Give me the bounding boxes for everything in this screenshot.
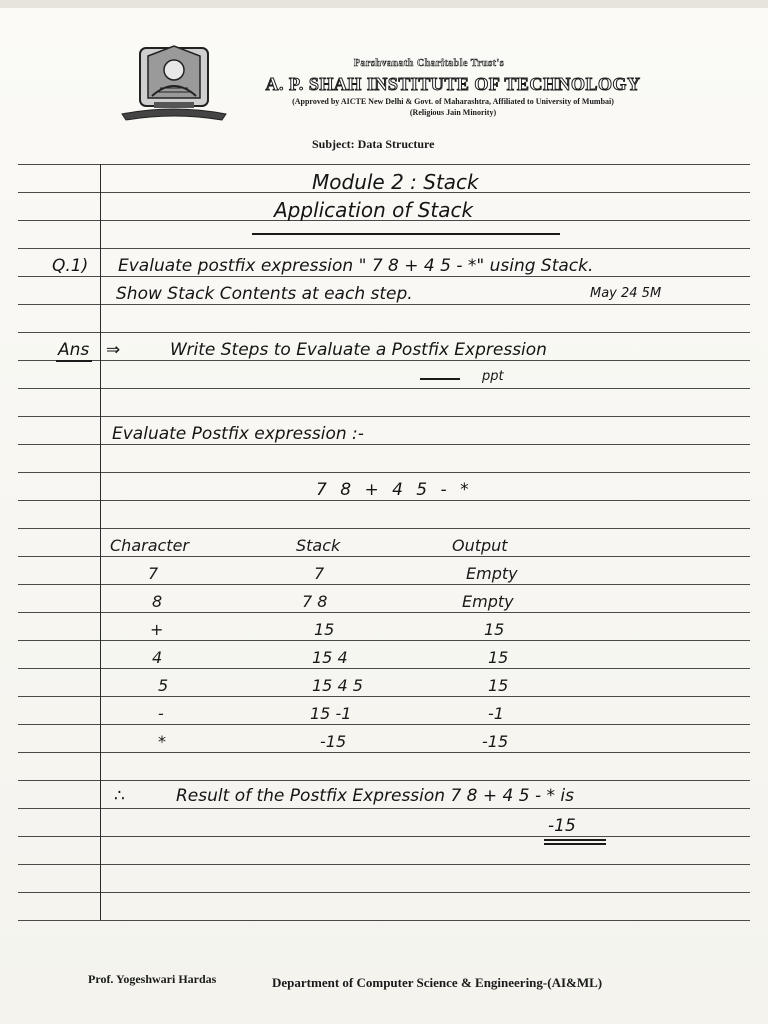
table-cell-character: * [158, 732, 166, 751]
ruled-line [18, 360, 750, 361]
table-cell-stack: 15 [314, 620, 335, 639]
ruled-line [18, 920, 750, 921]
question-text-line2: Show Stack Contents at each step. [116, 284, 413, 304]
institute-name: A. P. SHAH INSTITUTE OF TECHNOLOGY [265, 74, 641, 94]
ruled-line [18, 164, 750, 165]
ruled-line [18, 892, 750, 893]
footer-department: Department of Computer Science & Engineering-(AI&ML) [272, 975, 603, 990]
table-header-stack: Stack [296, 536, 341, 555]
answer-label-underline [56, 360, 92, 362]
answer-text: Write Steps to Evaluate a Postfix Expression [170, 340, 547, 360]
ruled-line [18, 500, 750, 501]
ruled-line [18, 780, 750, 781]
table-header-output: Output [452, 536, 508, 555]
table-cell-character: 8 [152, 592, 163, 611]
footer-professor: Prof. Yogeshwari Hardas [88, 972, 217, 986]
therefore-symbol: ∴ [114, 786, 125, 806]
ruled-line [18, 808, 750, 809]
table-cell-stack: 7 [314, 564, 325, 583]
question-reference: May 24 5M [590, 286, 662, 301]
institute-emblem-icon [118, 42, 230, 130]
ruled-line [18, 724, 750, 725]
ruled-line [18, 668, 750, 669]
table-cell-character: - [158, 704, 164, 723]
approval-note: (Approved by AICTE New Delhi & Govt. of Maharashtra, Affiliated to University of Mumbai) [292, 97, 614, 106]
ruled-line [18, 276, 750, 277]
ruled-line [18, 248, 750, 249]
table-cell-character: 7 [148, 564, 159, 583]
table-cell-output: 15 [488, 648, 509, 667]
minority-note: (Religious Jain Minority) [409, 108, 497, 117]
ruled-line [18, 556, 750, 557]
table-cell-output: -1 [488, 704, 504, 723]
table-cell-output: -15 [482, 732, 509, 751]
table-cell-output: Empty [466, 564, 518, 583]
ruled-line [18, 836, 750, 837]
table-header-character: Character [110, 536, 189, 555]
ruled-line [18, 612, 750, 613]
ruled-line [18, 640, 750, 641]
result-statement: Result of the Postfix Expression 7 8 + 4 5 - * is [176, 786, 575, 806]
ppt-dash [420, 378, 460, 380]
page-edge [0, 0, 768, 8]
question-label: Q.1) [52, 256, 89, 276]
table-cell-stack: 15 4 [312, 648, 348, 667]
ruled-line [18, 696, 750, 697]
ruled-line [18, 416, 750, 417]
module-title: Module 2 : Stack [312, 170, 479, 194]
heading-underline [252, 233, 560, 235]
ruled-line [18, 752, 750, 753]
ruled-line [18, 584, 750, 585]
table-cell-character: + [150, 620, 164, 639]
question-text-line1: Evaluate postfix expression " 7 8 + 4 5 - *" using Stack. [118, 256, 594, 276]
ruled-line [18, 304, 750, 305]
table-cell-stack: 7 8 [302, 592, 328, 611]
table-cell-character: 5 [158, 676, 169, 695]
subject-title: Subject: Data Structure [312, 137, 435, 151]
table-cell-stack: -15 [320, 732, 347, 751]
result-double-underline-1 [544, 839, 606, 841]
table-cell-stack: 15 4 5 [312, 676, 363, 695]
table-cell-output: 15 [484, 620, 505, 639]
ruled-line [18, 444, 750, 445]
ruled-line [18, 472, 750, 473]
evaluate-heading: Evaluate Postfix expression :- [112, 424, 364, 444]
postfix-expression: 7 8 + 4 5 - * [316, 480, 473, 500]
ruled-line [18, 864, 750, 865]
table-cell-character: 4 [152, 648, 163, 667]
result-value: -15 [548, 816, 576, 836]
ruled-line [18, 388, 750, 389]
table-cell-output: 15 [488, 676, 509, 695]
table-cell-stack: 15 -1 [310, 704, 352, 723]
answer-label: Ans [58, 340, 90, 360]
section-heading: Application of Stack [274, 198, 474, 222]
result-double-underline-2 [544, 843, 606, 845]
answer-ppt-note: ppt [482, 369, 504, 384]
ruled-line [18, 528, 750, 529]
margin-line [100, 164, 101, 920]
trust-name: Parshvanath Charitable Trust's [353, 58, 505, 69]
table-cell-output: Empty [462, 592, 514, 611]
ruled-line [18, 332, 750, 333]
answer-arrow: ⇒ [106, 340, 121, 360]
